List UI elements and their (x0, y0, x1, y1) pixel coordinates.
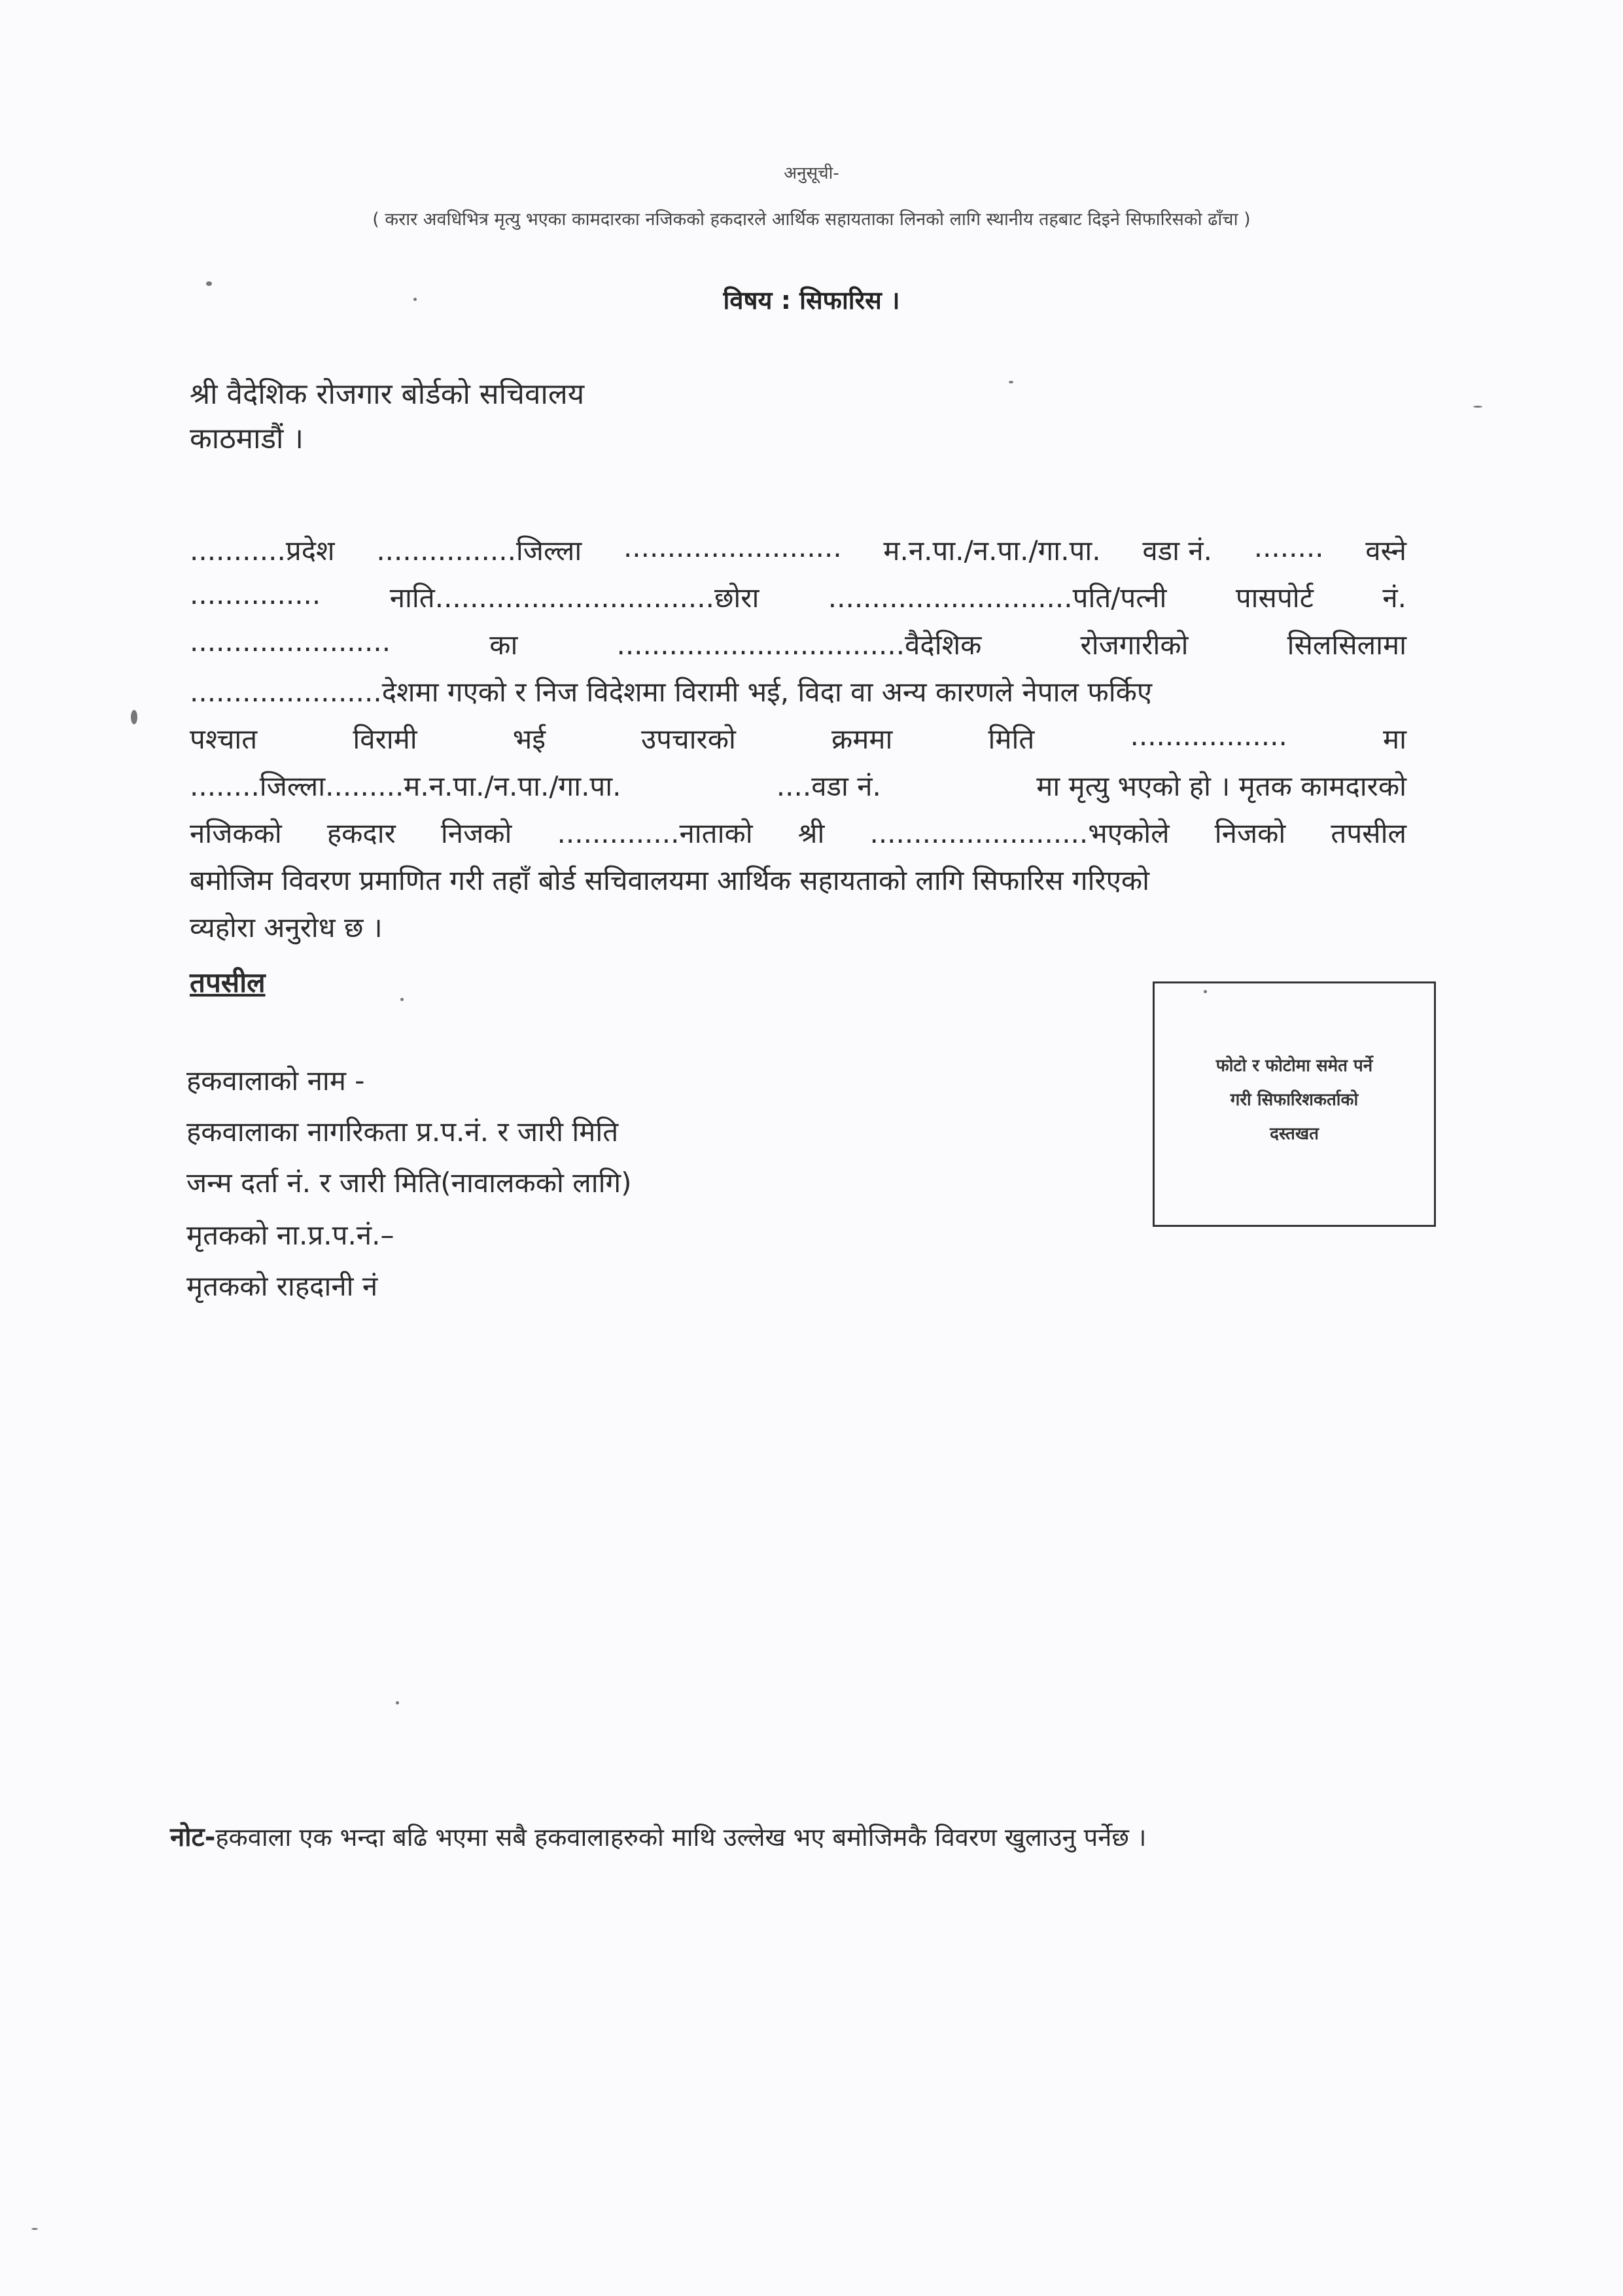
body-text-segment: ....................... (190, 626, 391, 658)
body-text-segment: हकदार (326, 817, 396, 849)
detail-claimant-name: हकवालाको नाम - (186, 1065, 365, 1097)
body-line (190, 578, 1406, 616)
body-line (190, 814, 1406, 851)
scan-speck (206, 281, 212, 286)
photo-box-text: फोटो र फोटोमा समेत पर्ने गरी सिफारिशकर्ताको दस्तखत (1215, 1056, 1373, 1144)
body-text-segment: विरामी (353, 723, 417, 755)
body-text-segment: निजको (1214, 817, 1286, 849)
detail-deceased-citizenship: मृतकको ना.प्र.प.नं.– (186, 1219, 394, 1251)
body-text-segment: नजिकको (190, 817, 282, 849)
body-text-segment: उपचारको (641, 723, 736, 755)
body-text-segment: वडा नं. (1142, 535, 1213, 567)
addressee-line-2: काठमाडौं । (190, 422, 304, 455)
body-text-segment: ......................देशमा गएको र निज विदेशमा विरामी भई, विदा वा अन्य कारणले नेपाल फर्किए (190, 676, 1153, 708)
scan-speck (31, 2228, 38, 2230)
body-line (190, 908, 1406, 945)
body-text-segment: .................. (1130, 720, 1287, 752)
scan-speck (396, 1701, 399, 1704)
body-text-segment: वस्ने (1365, 535, 1406, 567)
body-text-segment: श्री (797, 817, 825, 849)
body-line (190, 861, 1406, 898)
body-text-segment: पश्चात (190, 723, 258, 755)
body-text-segment: का (489, 629, 518, 661)
body-text-segment: ............................पति/पत्नी (828, 582, 1167, 614)
body-text-segment: भई (512, 723, 546, 755)
body-text-segment: .................................वैदेशिक (616, 629, 982, 661)
body-text-segment: ..............नाताको (557, 817, 753, 849)
body-text-segment: सिलसिलामा (1287, 629, 1406, 661)
schedule-label: अनुसूची- (784, 164, 839, 183)
body-text-segment: ......................... (623, 531, 842, 563)
body-text-segment: क्रममा (831, 723, 893, 755)
body-text-segment: निजको (440, 817, 512, 849)
note-label: नोट- (170, 1822, 216, 1852)
note-text: हकवाला एक भन्दा बढि भएमा सबै हकवालाहरुको माथि उल्लेख भए बमोजिमकै विवरण खुलाउनु पर्नेछ । (215, 1823, 1147, 1852)
body-text-segment: ...........प्रदेश (190, 535, 335, 567)
body-line (190, 673, 1406, 710)
detail-deceased-passport: मृतकको राहदानी नं (186, 1270, 378, 1302)
body-line (190, 720, 1406, 757)
footnote (170, 1818, 1146, 1854)
body-text-segment: .........................भएकोले (869, 817, 1170, 849)
scan-speck (1204, 990, 1207, 993)
body-line (190, 531, 1406, 569)
body-line (190, 767, 1406, 804)
scan-speck (1473, 406, 1482, 408)
body-text-segment: रोजगारीको (1080, 629, 1189, 661)
scan-speck (413, 298, 417, 301)
scan-speck (1009, 381, 1013, 383)
subject-line: विषय : सिफारिस । (723, 286, 900, 315)
body-text-segment: बमोजिम विवरण प्रमाणित गरी तहाँ बोर्ड सचिवालयमा आर्थिक सहायताको लागि सिफारिस गरिएको (190, 864, 1150, 896)
addressee-line-1: श्री वैदेशिक रोजगार बोर्डको सचिवालय (190, 378, 585, 411)
detail-claimant-citizenship: हकवालाका नागरिकता प्र.प.नं. र जारी मिति (186, 1116, 619, 1148)
body-text-segment: ........जिल्ला.........म.न.पा./न.पा./गा.पा. (190, 770, 621, 802)
body-text-segment: तपसील (1331, 817, 1406, 849)
body-text-segment: नं. (1382, 582, 1406, 614)
scan-speck (400, 998, 404, 1001)
body-text-segment: मा मृत्यु भएको हो । मृतक कामदारको (1036, 770, 1406, 802)
details-heading: तपसील (190, 966, 266, 998)
body-text-segment: व्यहोरा अनुरोध छ । (190, 911, 383, 944)
body-text-segment: पासपोर्ट (1235, 582, 1314, 614)
body-text-segment: ................जिल्ला (376, 535, 582, 567)
body-text-segment: मिति (988, 723, 1035, 755)
scan-speck (131, 710, 137, 724)
body-line (190, 626, 1406, 663)
body-text-segment: ........ (1253, 531, 1324, 563)
body-text-segment: नाति................................छोरा (389, 582, 759, 614)
form-subtitle: ( करार अवधिभित्र मृत्यु भएका कामदारका नजिकको हकदारले आर्थिक सहायताका लिनको लागि स्थानीय तहबाट दिइने सिफारिसको ढाँचा ) (372, 209, 1251, 230)
body-text-segment: मा (1382, 723, 1406, 755)
detail-birth-registration: जन्म दर्ता नं. र जारी मिति(नावालकको लागि) (186, 1167, 632, 1199)
body-text-segment: म.न.पा./न.पा./गा.पा. (883, 535, 1101, 567)
photo-signature-box (1153, 981, 1436, 1227)
body-text-segment: ............... (190, 578, 321, 610)
body-text-segment: ....वडा नं. (776, 770, 881, 802)
